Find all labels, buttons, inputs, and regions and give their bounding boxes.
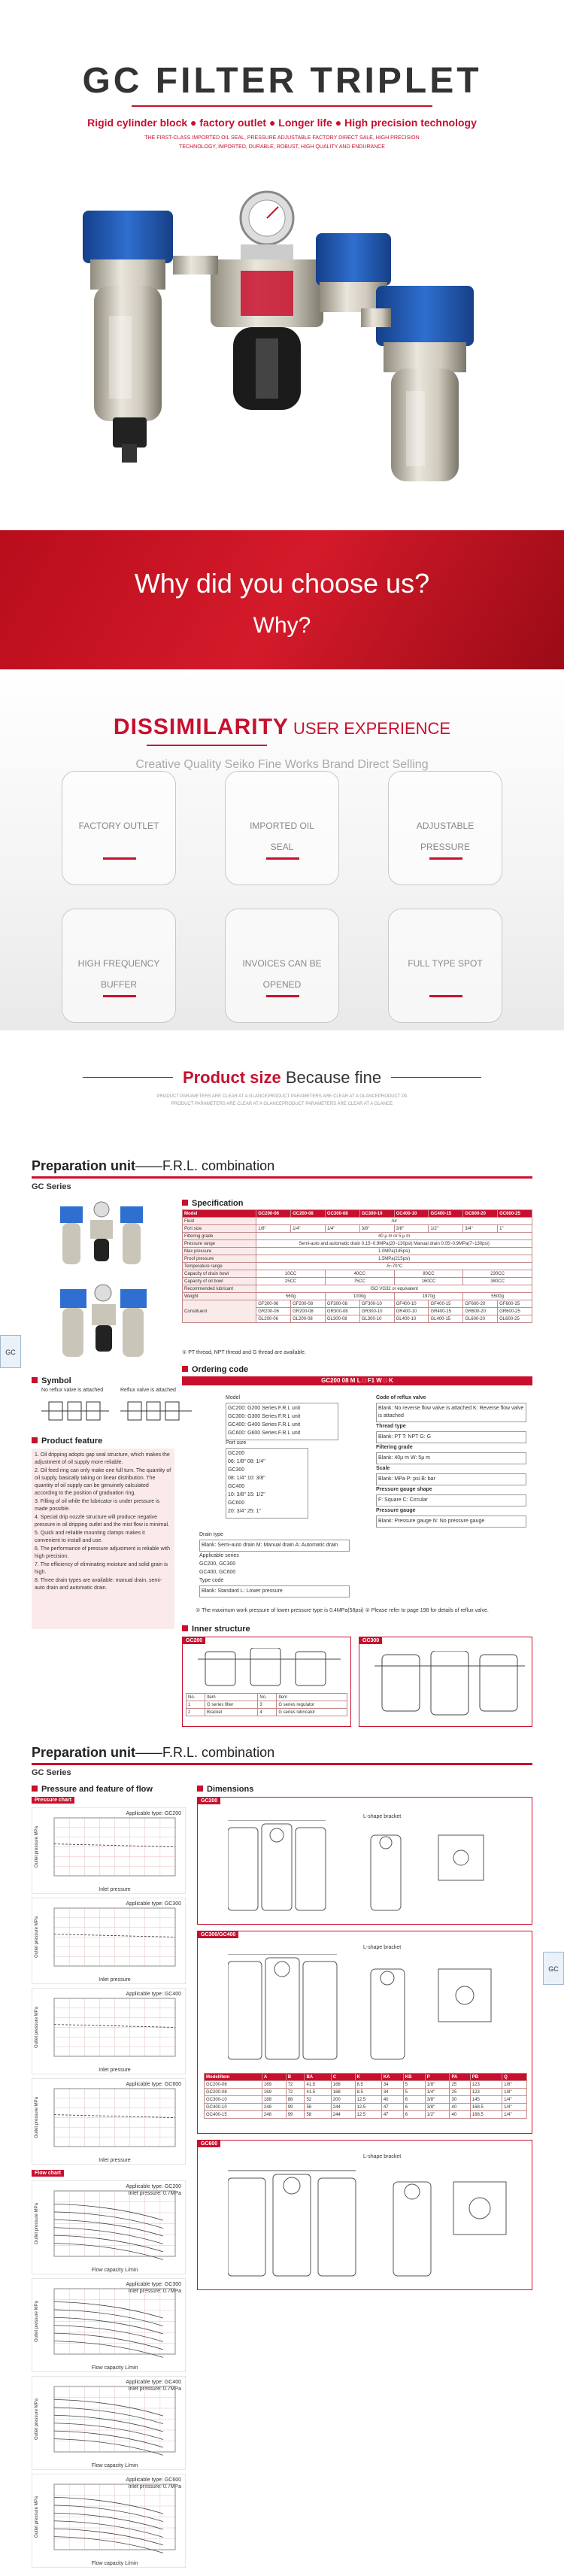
chart-frame [32,1988,186,2074]
chart-frame [32,1898,186,1984]
feature-card [388,771,502,885]
product-size-title-red: Product size [182,1068,281,1087]
y-axis-label: Outlet pressure MPa [35,2202,39,2245]
x-axis-label: Inlet pressure [99,1887,131,1892]
catalog-title: Preparation unit——F.R.L. combination [32,1158,275,1173]
chart-inlet: Inlet pressure: 0.7MPa [128,2191,181,2196]
inner-structure-gc300: GC300 [359,1637,532,1727]
chart-title: Applicable type: GC600 [126,2082,181,2087]
catalog-page-1 [0,1151,564,1734]
y-axis-label: Outlet pressure MPa [35,2096,39,2139]
chart-title: Applicable type: GC400 [126,2380,181,2385]
feature-card-bar [429,995,462,997]
ordering-right-options: Code of reflux valve Blank: No reverse flow valve is attached K: Reverse flow valve is attached Thread type Blank: PT T: NPT G: G Filtering grade Blank: 40μ m W: 5μ m Scale Blank: MPa P: psi B: bar Pressure gauge shape F: Square C: Circular Pressure gauge Blank: Pressure gauge N: No pressure gauge [376,1394,526,1528]
chart-inlet: Inlet pressure: 0.7MPa [128,2484,181,2490]
x-axis-label: Flow capacity L/min [91,2268,138,2273]
y-axis-label: Outlet pressure MPa [35,2006,39,2049]
product-size-section [0,1030,564,1151]
feature-card-label: ADJUSTABLE PRESSURE [416,821,475,852]
feature-card [225,771,339,885]
spec-row: Constituent GF200-06 GF200-08 GF300-08 GF300-10 GF400-10 GF400-15 GF600-20 GF600-25 [183,1300,532,1308]
x-axis-label: Flow capacity L/min [91,2561,138,2566]
symbol-heading: Symbol [32,1376,71,1385]
feature-card [62,909,176,1023]
chart-inlet: Inlet pressure: 0.7MPa [128,2386,181,2392]
hero-tagline: Rigid cylinder block ● factory outlet ● Longer life ● High precision technology [87,117,477,129]
product-size-title-black: Because fine [280,1068,382,1087]
spec-row: Filtering grade 40 μ m or 5 μ m [183,1233,532,1240]
flow-chart [32,2376,186,2470]
feature-card-label: IMPORTED OIL SEAL [250,821,314,852]
flow-chart [32,2278,186,2372]
product-feature-heading: Product feature [32,1437,102,1446]
ordering-note: ① The maximum work pressure of lower pressure type is 0.4MPa(58psi) ② Please refer to page 198 for details of reflux valve. [196,1608,489,1613]
catalog-rule [32,1176,532,1179]
feature-item: 4. Special drip nozzle structure will produce negative pressure in oil dripping outlet and the mist flow is minimal. [35,1515,169,1528]
why-banner [0,530,564,669]
table-row: GC200-06 169 72 41.5 168 8.5 34 5 1/8" 25 123 1/8" [205,2081,527,2089]
ordering-code-bar: GC200 08 M L □ F1 W □ K [182,1376,532,1385]
ordering-port-box: Port size GC200 06: 1/8" 08: 1/4" GC300 08: 1/4" 10: 3/8" GC400 10: 3/8" 15: 1/2" GC600 20: 3/4" 25: 1" [226,1440,308,1519]
feature-card-bar [429,857,462,860]
dimension-gc300-gc400: GC300/GC400 L-shape bracket Model/item A B BA C K KA KB P PA PB Q GC200-06 169 72 41.5 168 8.5 34 5 1/8" 25 123 1/8" GC200-08 169 72 41.5 168 8.5 34 5 1/4" 25 123 1/8" GC300-10 188 88 52 200 12.5 40 6 3/8" 30 145 1/4" GC400-10 248 99 58 244 12.5 47 6 3/8" 40 168.5 1/4" GC400-15 248 99 58 244 12.5 47 6 1/2" 40 168.5 1/4" [197,1931,532,2134]
catalog-page-2 [0,1734,564,2576]
product-size-subline-1: PRODUCT PARAMETERS ARE CLEAR AT A GLANCEPRODUCT PARAMETERS ARE CLEAR AT A GLANCEPRODUCT PA [156,1094,408,1099]
table-row: GC400-10 248 99 58 244 12.5 47 6 3/8" 40 168.5 1/4" [205,2104,527,2111]
product-feature-list [32,1449,174,1629]
spec-row: Capacity of oil bowl 25CC 75CC 160CC 380CC [183,1278,532,1285]
inner-structure-table: No. Item No. Item 1 G series filter 3 G series regulator 2 Bracket 4 G series lubricator [186,1693,347,1716]
dissimilarity-underline [147,745,267,746]
feature-card-label: HIGH FREQUENCY BUFFER [77,958,160,990]
ordering-drain-box: Drain type Blank: Semi-auto drain M: Manual drain A: Automatic drain Applicable series GC200, GC300 GC400, GC600 Type code Blank: Standard L: Lower pressure [199,1531,350,1598]
product-photos [56,1199,154,1372]
spec-row: Weight 560g 1000g 1970g 5500g [183,1293,532,1300]
product-size-subline-2: PRODUCT PARAMETERS ARE CLEAR AT A GLANCEPRODUCT PARAMETERS ARE CLEAR AT A GLANCE [171,1102,393,1106]
spec-row: Capacity of drain bowl 10CC 40CC 80CC 230CC [183,1270,532,1278]
feature-card [388,909,502,1023]
pressure-chart [32,1988,186,2074]
hero-subline-1: THE FIRST-CLASS IMPORTED OIL SEAL, PRESSURE ADJUSTABLE FACTORY DIRECT SALE, HIGH PRECISION [144,135,420,141]
feature-card-label: FACTORY OUTLET [78,821,159,831]
dimensions-heading: Dimensions [197,1785,253,1794]
dissimilarity-title-bold: DISSIMILARITY [113,715,289,739]
dissimilarity-heading [0,715,564,740]
symbol-label-left: No reflux valve is attached [41,1388,104,1393]
side-tab-gc[interactable]: GC [0,1335,21,1368]
feature-item: 2. Oil feed ring can only make one full turn. The quantity of oil supply, basically taking on linear distribution. The quantity of oil supply can be genuinely calculated according to the position of graduation ring. [35,1468,171,1496]
x-axis-label: Inlet pressure [99,2068,131,2073]
feature-item: 8. Three drain types are available: manual drain, semi-auto drain and automatic drain. [35,1578,162,1591]
dimension-drawing [228,2163,514,2283]
feature-card-bar [266,857,299,860]
chart-title: Applicable type: GC400 [126,1992,181,1997]
y-axis-label: Outlet pressure MPa [35,2300,39,2343]
dimension-table: Model/item A B BA C K KA KB P PA PB Q GC200-06 169 72 41.5 168 8.5 34 5 1/8" 25 123 1/8" GC200-08 169 72 41.5 168 8.5 34 5 1/4" 25 123 1/8" GC300-10 188 88 52 200 12.5 40 6 3/8" 30 145 1/4" GC400-10 248 99 58 244 12.5 47 6 3/8" 40 168.5 1/4" GC400-15 248 99 58 244 12.5 47 6 1/2" 40 168.5 1/4" [204,2073,527,2119]
inner-structure-heading: Inner structure [182,1625,250,1634]
feature-item: 3. Filling of oil while the lubricator is under pressure is made possible. [35,1499,160,1512]
y-axis-label: Outlet pressure MPa [35,1916,39,1959]
flow-chart-label: Flow chart [32,2170,64,2177]
feature-card-bar [103,857,136,860]
feature-card-label: INVOICES CAN BE OPENED [242,958,322,990]
dimension-gc600: GC600 L-shape bracket [197,2140,532,2290]
spec-row: Fluid Air [183,1218,532,1225]
y-axis-label: Outlet pressure MPa [35,2496,39,2538]
pressure-chart [32,1807,186,1894]
catalog-title: Preparation unit——F.R.L. combination [32,1745,275,1760]
chart-title: Applicable type: GC600 [126,2477,181,2483]
spec-row: Proof pressure 1.5MPa(215psi) [183,1255,532,1263]
feature-item: 1. Oil dripping adopts gap seal structure, which makes the adjustment of oil supply more reliable. [35,1452,170,1465]
chart-frame [32,1807,186,1894]
chart-title: Applicable type: GC200 [126,2184,181,2189]
flow-chart [32,2474,186,2568]
feature-card [225,909,339,1023]
x-axis-label: Inlet pressure [99,2158,131,2163]
dimension-drawing [228,1820,514,1918]
hero-rule [132,105,432,107]
spec-row: Pressure range Semi-auto and automatic drain 0.15~0.9MPa(20~130psi) Manual drain 0.05~0.9MPa(7~130psi) [183,1240,532,1248]
specification-heading: Specification [182,1199,243,1208]
feature-item: 7. The efficiency of eliminating moisture and solid grain is high. [35,1562,168,1575]
chart-title: Applicable type: GC300 [126,2282,181,2287]
ordering-model-box: Model GC200: G200 Series F.R.L unit GC300: G300 Series F.R.L unit GC400: G400 Series F.R.L unit GC600: G600 Series F.R.L unit [226,1394,338,1441]
dissimilarity-section [0,669,564,1030]
feature-card-bar [266,995,299,997]
y-axis-label: Outlet pressure MPa [35,2398,39,2441]
side-tab-gc[interactable]: GC [543,1952,564,1985]
spec-row: Recommended lubricant ISO VG32 or equivalent [183,1285,532,1293]
spec-row: Port size 1/8" 1/4" 1/4" 3/8" 3/8" 1/2" 3/4" 1" [183,1225,532,1233]
spec-row: Max pressure 1.0MPa(145psi) [183,1248,532,1255]
chart-title: Applicable type: GC300 [126,1901,181,1907]
hero-title: GC FILTER TRIPLET [82,61,482,101]
flow-chart [32,2180,186,2274]
pressure-flow-heading: Pressure and feature of flow [32,1785,153,1794]
spec-header-row: Model GC200-06 GC200-08 GC300-08 GC300-10 GC400-10 GC400-15 GC600-20 GC600-25 [183,1210,532,1218]
x-axis-label: Inlet pressure [99,1977,131,1983]
feature-card-label: FULL TYPE SPOT [408,958,483,969]
why-short: Why? [253,613,311,638]
dissimilarity-slogan: Creative Quality Seiko Fine Works Brand Direct Selling [135,758,429,771]
catalog-series: GC Series [32,1182,71,1191]
spec-note: ① PT thread, NPT thread and G thread are available. [182,1350,306,1355]
spec-row: GL200-06 GL200-08 GL300-08 GL300-10 GL400-10 GL400-15 GL600-20 GL600-25 [183,1315,532,1323]
inner-structure-drawing [374,1651,525,1719]
y-axis-label: Outlet pressure MPa [35,1825,39,1868]
pneumatic-symbol [41,1396,192,1426]
pressure-chart-label: Pressure chart [32,1797,74,1804]
dimension-gc200: GC200 L-shape bracket [197,1797,532,1925]
specification-table [182,1209,532,1323]
table-row: GC200-08 169 72 41.5 168 8.5 34 5 1/4" 25 123 1/8" [205,2089,527,2096]
inner-structure-gc200: GC200 No. Item No. Item 1 G series filter 3 G series regulator 2 Bracket 4 G series lubricator [182,1637,351,1727]
feature-card-bar [103,995,136,997]
why-question: Why did you choose us? [134,568,430,599]
catalog-rule [32,1763,532,1765]
feature-item: 6. The performance of pressure adjustment is reliable with high precision. [35,1546,171,1559]
catalog-series: GC Series [32,1768,71,1777]
pressure-chart [32,2078,186,2165]
dimension-drawing [228,1954,514,2067]
x-axis-label: Flow capacity L/min [91,2365,138,2371]
spec-row: GR200-06 GR200-08 GR300-08 GR300-10 GR400-10 GR400-15 GR600-20 GR600-25 [183,1308,532,1315]
inner-structure-drawing [198,1648,341,1689]
feature-item: 5. Quick and reliable mounting clamps makes it convenient to install and use. [35,1531,145,1543]
product-image [60,165,511,519]
hero-banner [0,0,564,530]
hero-subline-2: TECHNOLOGY, IMPORTED, DURABLE, ROBUST, HIGH QUALITY AND ENDURANCE [179,144,385,150]
chart-title: Applicable type: GC200 [126,1811,181,1816]
pressure-chart [32,1898,186,1984]
dissimilarity-title-thin: USER EXPERIENCE [288,719,451,738]
product-size-heading [0,1068,564,1088]
symbol-label-right: Reflux valve is attached [120,1388,176,1393]
ordering-code-heading: Ordering code [182,1365,248,1374]
x-axis-label: Flow capacity L/min [91,2463,138,2468]
chart-inlet: Inlet pressure: 0.7MPa [128,2289,181,2294]
table-row: GC300-10 188 88 52 200 12.5 40 6 3/8" 30 145 1/4" [205,2096,527,2104]
spec-row: Temperature range -5~70°C [183,1263,532,1270]
feature-card [62,771,176,885]
chart-frame [32,2078,186,2165]
table-row: GC400-15 248 99 58 244 12.5 47 6 1/2" 40 168.5 1/4" [205,2111,527,2119]
